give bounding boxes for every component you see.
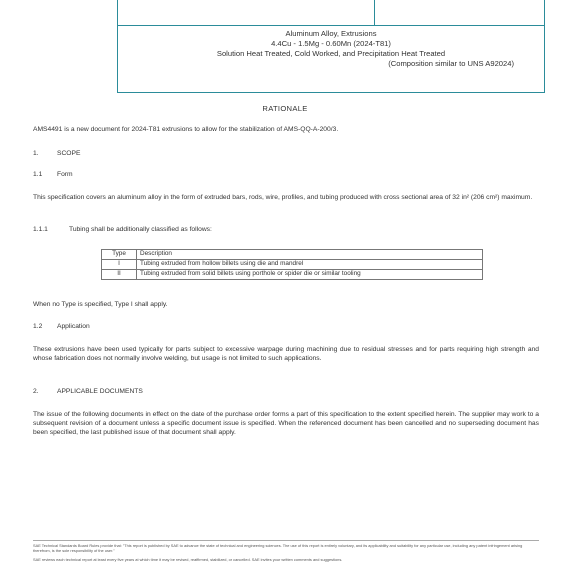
header-top-row xyxy=(118,0,544,26)
table-header-row xyxy=(102,250,483,260)
scope-heading xyxy=(33,150,80,159)
title-line-2: 4.4Cu - 1.5Mg - 0.60Mn (2024-T81) xyxy=(271,39,391,48)
title-line-4: (Composition similar to UNS A92024) xyxy=(388,59,514,68)
header-divider xyxy=(374,0,375,26)
footer-review-note: SAE reviews each technical report at least every five years at which time it may be revised, reaffirmed, stabilized, or cancelled. SAE invites your written comments and suggestions. xyxy=(33,557,343,562)
form-number: 1.1 xyxy=(33,171,43,178)
scope-number: 1. xyxy=(33,150,39,157)
footer-disclaimer: SAE Technical Standards Board Rules provide that: "This report is published by SAE to advance the state of technical and engineering sciences. The use of this report is entirely voluntary, and its applicability and suitability for any particular use, including any patent infringement arising therefrom, is the sole responsibility of the user." xyxy=(33,543,523,553)
form-title: Form xyxy=(57,171,73,178)
rationale-text: AMS4491 is a new document for 2024-T81 extrusions to allow for the stabilization of AMS-QQ-A-200/3. xyxy=(33,126,339,133)
footer-rule xyxy=(33,540,539,541)
table-cell-type: II xyxy=(102,270,137,280)
tubing-number: 1.1.1 xyxy=(33,226,48,233)
application-title: Application xyxy=(57,323,90,330)
tubing-type-table xyxy=(101,249,483,280)
document-header-box xyxy=(117,0,545,93)
scope-title: SCOPE xyxy=(57,150,81,157)
tubing-heading xyxy=(33,226,212,235)
applicable-documents-text: The issue of the following documents in effect on the date of the purchase order forms a part of this specification to the extent specified herein. The supplier may work to a subsequent revision of a document unless a specific document issue is specified. When the referenced document has been cancelled and no superseding document has been specified, the last published issue of that document shall apply. xyxy=(33,411,539,436)
form-text: This specification covers an aluminum alloy in the form of extruded bars, rods, wire, profiles, and tubing produced with cross sectional area of 32 in² (206 cm²) maximum. xyxy=(33,194,533,201)
applicable-number: 2. xyxy=(33,388,39,395)
application-text: These extrusions have been used typically for parts subject to excessive warpage during machining due to residual stresses and for parts requiring high strength and whose fabrication does not normally involve welding, but usage is not limited to such applications. xyxy=(33,346,539,362)
type-note: When no Type is specified, Type I shall apply. xyxy=(33,301,168,308)
form-heading xyxy=(33,171,73,180)
rationale-heading: RATIONALE xyxy=(262,104,308,113)
table-cell-type: I xyxy=(102,260,137,270)
application-number: 1.2 xyxy=(33,323,43,330)
title-line-3: Solution Heat Treated, Cold Worked, and Precipitation Heat Treated xyxy=(216,49,446,58)
table-header-type: Type xyxy=(102,250,137,260)
applicable-documents-heading xyxy=(33,388,143,397)
table-row xyxy=(102,260,483,270)
table-cell-description: Tubing extruded from hollow billets using die and mandrel xyxy=(137,260,483,270)
tubing-title: Tubing shall be additionally classified as follows: xyxy=(69,226,212,233)
applicable-title: APPLICABLE DOCUMENTS xyxy=(57,388,143,395)
table-header-description: Description xyxy=(137,250,483,260)
document-title xyxy=(118,29,544,69)
table-row xyxy=(102,270,483,280)
table-cell-description: Tubing extruded from solid billets using porthole or spider die or similar tooling xyxy=(137,270,483,280)
application-heading xyxy=(33,323,90,332)
title-line-1: Aluminum Alloy, Extrusions xyxy=(285,29,377,38)
